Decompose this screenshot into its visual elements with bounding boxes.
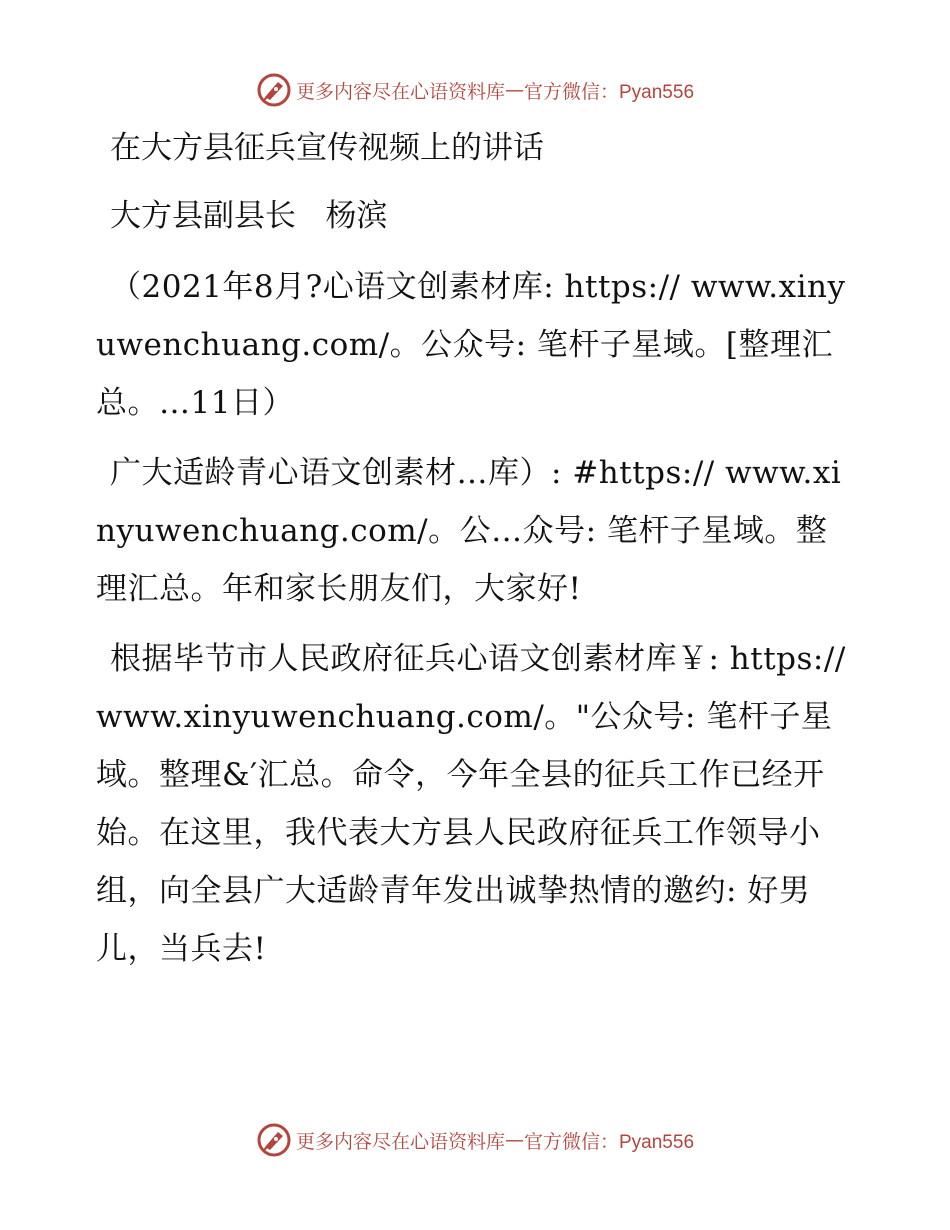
- watermark-separator: —: [505, 79, 524, 101]
- pen-nib-logo-icon: [256, 1122, 292, 1158]
- paragraph: 根据毕节市人民政府征兵心语文创素材库￥: https://www.xinyuwenchuang.com/。"公众号: 笔杆子星域。整理&′汇总。命令，今年全县的征兵工作已经开始。在这里，我代表大方县人民政府征兵工作领导小组，向全县广大适龄青年发出诚挚热情的邀约: 好男儿，当兵去!: [96, 641, 846, 967]
- watermark-contact: 官方微信：Pyan556: [524, 81, 695, 103]
- document-byline: 大方县副县长 杨滨: [110, 198, 388, 234]
- footer-watermark: [0, 1120, 950, 1160]
- watermark-contact: 官方微信：Pyan556: [524, 1131, 695, 1153]
- paragraph: （2021年8月?心语文创素材库: https:// www.xinyuwenchuang.com/。公众号: 笔杆子星域。[整理汇总。…11日）: [96, 269, 846, 421]
- document-title: 在大方县征兵宣传视频上的讲话: [110, 130, 544, 166]
- watermark-text: 更多内容尽在心语资料库: [295, 1130, 505, 1153]
- document-body: [96, 118, 856, 978]
- watermark-separator: —: [505, 1129, 524, 1151]
- pen-nib-logo-icon: [256, 72, 292, 108]
- paragraph: 广大适龄青心语文创素材…库）: #https:// www.xinyuwenchuang.com/。公…众号: 笔杆子星域。整理汇总。年和家长朋友们，大家好!: [96, 455, 842, 607]
- header-watermark: [0, 70, 950, 110]
- watermark-text: 更多内容尽在心语资料库: [295, 80, 505, 103]
